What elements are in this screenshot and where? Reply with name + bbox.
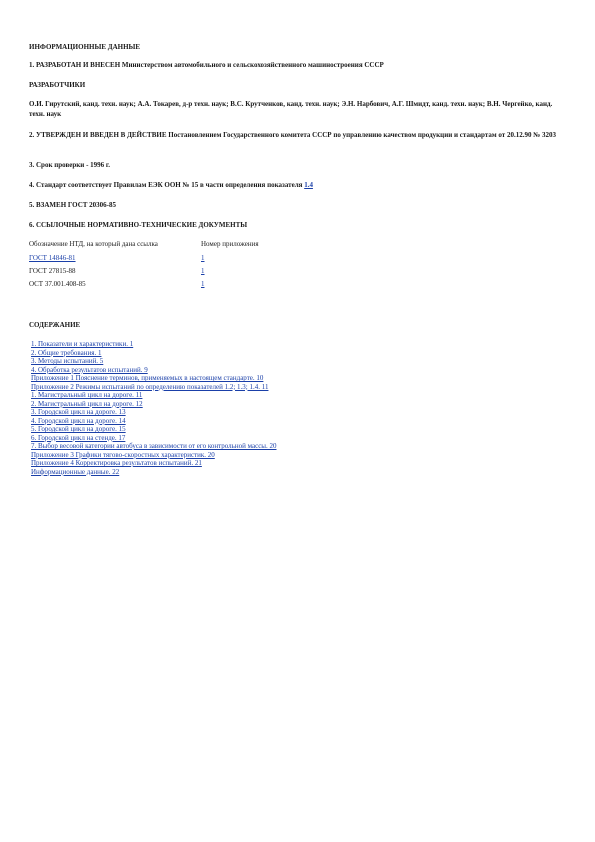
item-2: 2. УТВЕРЖДЕН И ВВЕДЕН В ДЕЙСТВИЕ Постановлением Государственного комитета СССР по управлению качеством продукции и стандартам от 20.12.90 № 3203 — [29, 131, 556, 139]
toc-heading: СОДЕРЖАНИЕ — [29, 321, 81, 329]
item-4-text: 4. Стандарт соответствует Правилам ЕЭК ООН № 15 в части определения показателя — [29, 181, 305, 189]
toc-link[interactable]: 2. Общие требования. 1 — [31, 348, 102, 357]
table-row — [29, 254, 261, 267]
toc-link[interactable]: Приложение 3 Графики тягово-скоростных характеристик. 20 — [31, 450, 215, 459]
ref-appendix-link[interactable]: 1 — [201, 267, 205, 275]
info-heading: ИНФОРМАЦИОННЫЕ ДАННЫЕ — [29, 43, 141, 51]
toc-link[interactable]: 6. Городской цикл на стенде. 17 — [31, 433, 126, 442]
toc-link[interactable]: 5. Городской цикл на дороге. 15 — [31, 425, 126, 433]
item-3: 3. Срок проверки - 1996 г. — [29, 161, 111, 169]
table-header-row — [29, 240, 261, 254]
column-header-appendix: Номер приложения — [201, 240, 259, 248]
toc-link[interactable]: 7. Выбор весовой категории автобуса в зависимости от его контрольной массы. 20 — [31, 442, 277, 450]
toc-link[interactable]: 4. Обработка результатов испытаний. 9 — [31, 365, 148, 374]
references-table — [29, 240, 261, 293]
item-6: 6. ССЫЛОЧНЫЕ НОРМАТИВНО-ТЕХНИЧЕСКИЕ ДОКУМЕНТЫ — [29, 221, 248, 229]
toc-link[interactable]: Приложение 1 Пояснение терминов, применяемых в настоящем стандарте. 10 — [31, 374, 264, 382]
ref-appendix-link[interactable]: 1 — [201, 254, 205, 262]
table-of-contents — [31, 340, 277, 476]
toc-link[interactable]: Информационные данные. 22 — [31, 467, 120, 476]
toc-link[interactable]: Приложение 2 Режимы испытаний по определению показателей 1.2; 1.3; 1.4. 11 — [31, 382, 269, 391]
ref-doc-link[interactable]: ГОСТ 14846-81 — [29, 254, 76, 262]
ref-doc: ГОСТ 27815-88 — [29, 267, 76, 275]
item-4 — [29, 180, 569, 190]
toc-link[interactable]: 2. Магистральный цикл на дороге. 12 — [31, 399, 143, 408]
toc-link[interactable]: 4. Городской цикл на дороге. 14 — [31, 416, 126, 425]
table-row — [29, 280, 261, 293]
toc-link[interactable]: 3. Методы испытаний. 5 — [31, 357, 104, 365]
item-5: 5. ВЗАМЕН ГОСТ 20306-85 — [29, 201, 117, 209]
item-1: 1. РАЗРАБОТАН И ВНЕСЕН Министерством автомобильного и сельскохозяйственного машиностроения СССР — [29, 61, 384, 69]
toc-link[interactable]: 3. Городской цикл на дороге. 13 — [31, 408, 126, 416]
column-header-doc: Обозначение НТД, на который дана ссылка — [29, 240, 158, 248]
developers-heading: РАЗРАБОТЧИКИ — [29, 81, 86, 89]
ref-appendix-link[interactable]: 1 — [201, 280, 205, 288]
toc-link[interactable]: 1. Магистральный цикл на дороге. 11 — [31, 391, 143, 399]
table-row — [29, 267, 261, 280]
toc-link[interactable]: 1. Показатели и характеристики. 1 — [31, 340, 134, 348]
toc-link[interactable]: Приложение 4 Корректировка результатов испытаний. 21 — [31, 459, 202, 467]
ref-doc: ОСТ 37.001.408-85 — [29, 280, 86, 288]
item-4-link[interactable]: 1.4 — [304, 181, 313, 189]
developers-list: О.И. Гирутский, канд. техн. наук; А.А. Токарев, д-р техн. наук; В.С. Крутченков, канд. техн. наук; Э.Н. Нарбович, А.Г. Шмидт, канд. техн. наук; В.Н. Чергейко, канд. техн. наук — [29, 100, 553, 118]
